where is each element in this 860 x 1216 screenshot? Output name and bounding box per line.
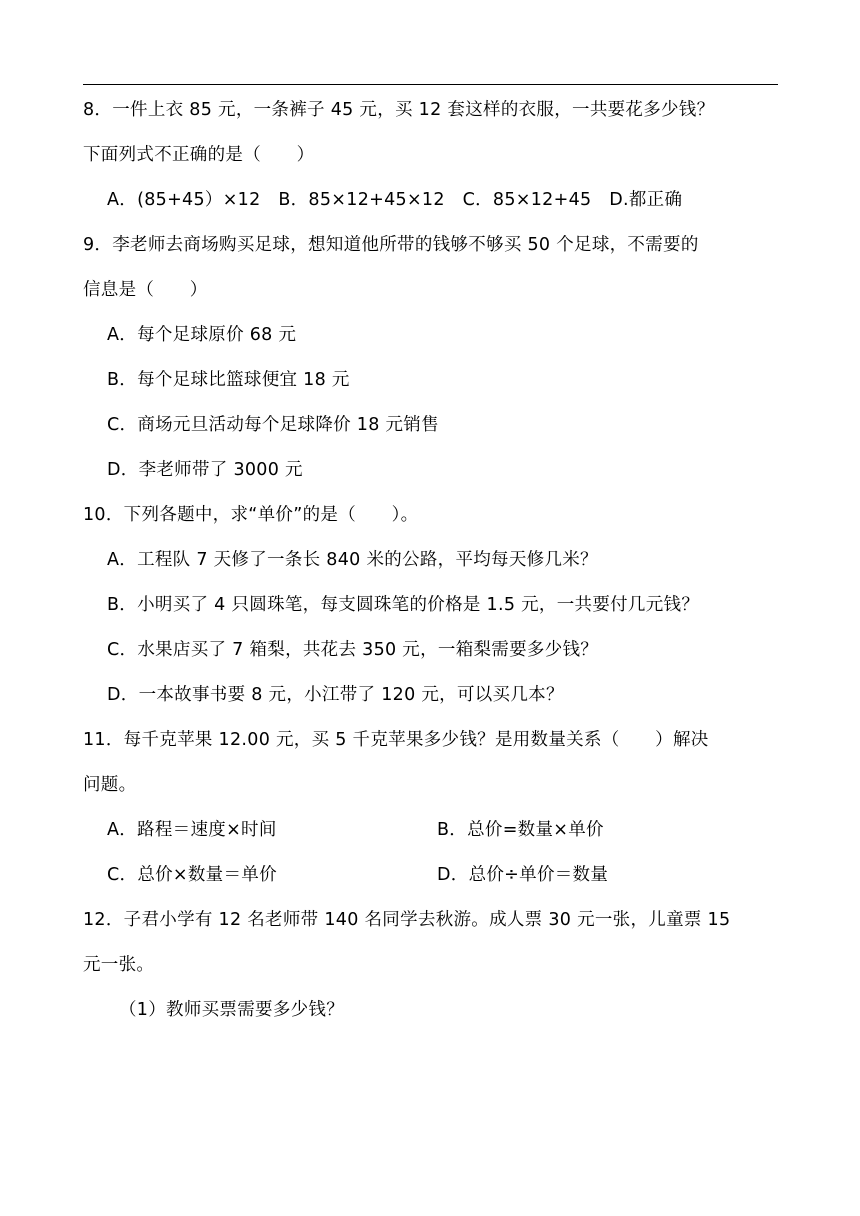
q10-stem: 10．下列各题中，求“单价”的是（ ）。	[83, 505, 419, 525]
q11-stem-line1: 11．每千克苹果 12.00 元，买 5 千克苹果多少钱？是用数量关系（ ）解决	[83, 730, 709, 750]
q9-option-c: C．商场元旦活动每个足球降价 18 元销售	[107, 415, 439, 435]
q8-stem-line2: 下面列式不正确的是（ ）	[83, 145, 315, 165]
q12-stem-line2: 元一张。	[83, 955, 155, 975]
q11-option-a: A．路程＝速度×时间	[107, 820, 277, 840]
q12-stem-line1: 12．子君小学有 12 名老师带 140 名同学去秋游。成人票 30 元一张，儿童票 15	[83, 910, 731, 930]
q12-subquestion-1: （1）教师买票需要多少钱？	[119, 1000, 345, 1020]
q8-options: A．(85+45）×12 B．85×12+45×12 C．85×12+45 D.都正确	[107, 190, 683, 210]
q11-stem-line2: 问题。	[83, 775, 137, 795]
q10-option-c: C．水果店买了 7 箱梨，共花去 350 元，一箱梨需要多少钱？	[107, 640, 599, 660]
q10-option-a: A．工程队 7 天修了一条长 840 米的公路，平均每天修几米？	[107, 550, 598, 570]
q10-option-b: B．小明买了 4 只圆珠笔，每支圆珠笔的价格是 1.5 元，一共要付几元钱？	[107, 595, 700, 615]
q8-stem-line1: 8．一件上衣 85 元，一条裤子 45 元，买 12 套这样的衣服，一共要花多少钱？	[83, 100, 715, 120]
q9-option-a: A．每个足球原价 68 元	[107, 325, 297, 345]
q11-option-c: C．总价×数量＝单价	[107, 865, 277, 885]
q10-option-d: D．一本故事书要 8 元，小江带了 120 元，可以买几本？	[107, 685, 564, 705]
q9-stem-line2: 信息是（ ）	[83, 280, 208, 300]
q11-option-b: B．总价=数量×单价	[437, 820, 604, 840]
q11-option-d: D．总价÷单价＝数量	[437, 865, 609, 885]
q9-option-d: D．李老师带了 3000 元	[107, 460, 303, 480]
q9-option-b: B．每个足球比篮球便宜 18 元	[107, 370, 350, 390]
q9-stem-line1: 9．李老师去商场购买足球，想知道他所带的钱够不够买 50 个足球，不需要的	[83, 235, 699, 255]
header-rule	[83, 84, 778, 85]
